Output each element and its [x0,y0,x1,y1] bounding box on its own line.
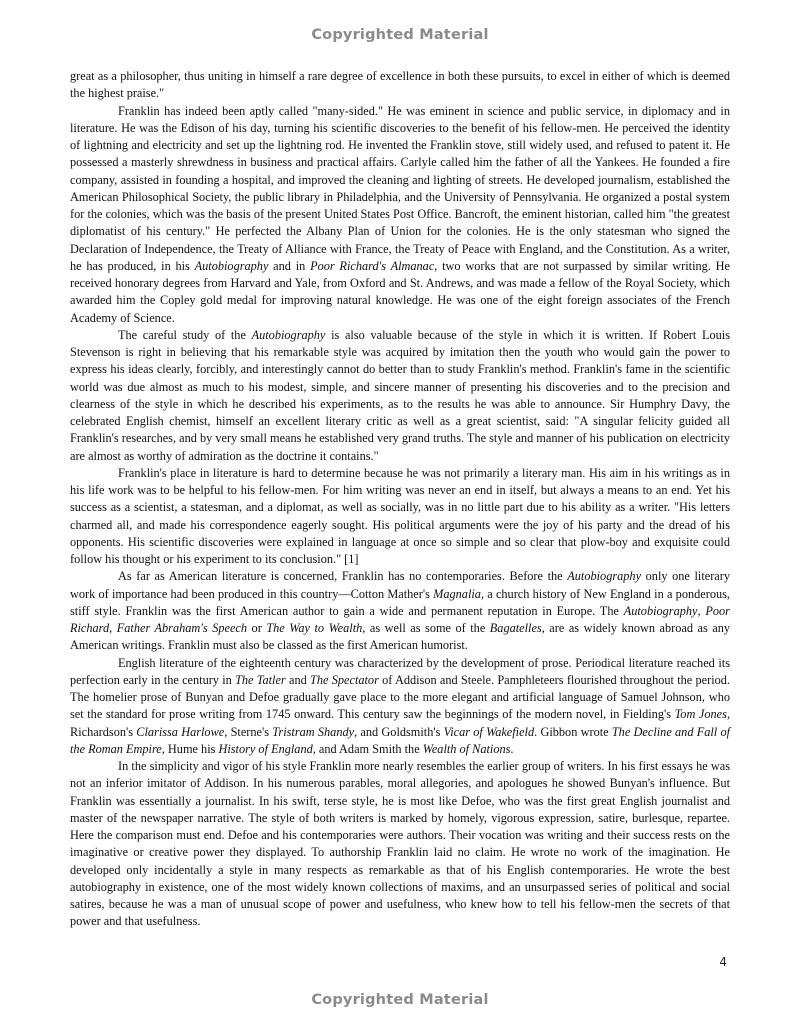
italic-title: Autobiography [567,569,642,584]
text-run: , [697,603,706,618]
text-run: , a church history of New England in a ponderous, stiff style. Franklin was the first American author to gain a wide and permanent reputation in Europe. The [70,586,730,618]
italic-title: Vicar of Wakefield [443,724,535,739]
text-run: Franklin's place in literature is hard to determine because he was not primarily a literary man. His aim in his writings as in his life work was to be helpful to his fellow-men. For him writing was never an end in itself, but always a means to an end. Yet his success as a scientist, a statesman, and a diplomat, as well as socially, was in no little part due to his ability as a writer. "His letters charmed all, and made his correspondence eagerly sought. His political arguments were the joy of his party and the dread of his opponents. His scientific discoveries were explained in language at once so simple and so clear that plow-boy and exquisite could follow his thought or his experiment to its conclusion." [1] [70,465,730,566]
text-run: In the simplicity and vigor of his style Franklin more nearly resembles the earlier group of writers. In his first essays he was not an inferior imitator of Addison. In his numerous parables, moral allegories, and apologues he showed Bunyan's influence. But Franklin was essentially a journalist. In his swift, terse style, he is most like Defoe, who was the first great English journalist and master of the newspaper narrative. The style of both writers is marked by homely, vigorous expression, satire, burlesque, repartee. Here the comparison must end. Defoe and his contemporaries were authors. Their vocation was writing and their success rests on the imaginative or creative power they displayed. To authorship Franklin laid no claim. He wrote no work of the imagination. He developed only incidentally a style in many respects as remarkable as that of his English contemporaries. He wrote the best autobiography in existence, one of the most widely known collections of maxims, and an unsurpassed series of political and social satires, because he was a man of unusual scope of power and usefulness, who knew how to tell his fellow-men the secrets of that power and that usefulness. [70,759,730,929]
paragraph-p3 [70,465,730,569]
text-run: is also valuable because of the style in which it is written. If Robert Louis Stevenson is right in believing that his remarkable style was acquired by imitation then the youth who would gain the power to express his ideas clearly, forcibly, and interestingly cannot do better than to study Franklin's method. Franklin's fame in the scientific world was due almost as much to his modest, simple, and sincere manner of presenting his discoveries and to the precision and clearness of the style in which he described his experiments, as to the results he was able to announce. Sir Humphry Davy, the celebrated English chemist, himself an excellent literary critic as well as a great scientist, said: "A singular felicity guided all Franklin's researches, and by very small means he established very grand truths. The style and manner of his publication on electricity are almost as worthy of admiration as the doctrine it contains." [70,327,731,463]
text-run: English literature of the eighteenth century was characterized by the development of prose. Periodical literature reached its perfection early in the century in [70,655,730,687]
watermark-top: Copyrighted Material [311,27,489,43]
text-run: , Hume his [161,741,219,756]
text-run: . [510,741,514,756]
italic-title: The Decline and Fall of the Roman Empire [70,724,731,756]
page-number: 4 [719,955,727,969]
body-text [70,68,730,931]
text-run: great as a philosopher, thus uniting in himself a rare degree of excellence in both these pursuits, to excel in either of which is deemed the highest praise." [70,69,730,101]
text-run: The careful study of the [118,327,252,342]
italic-title: Clarissa Harlowe [136,724,225,739]
paragraph-p6 [70,758,730,931]
text-run: , and Adam Smith the [312,741,423,756]
paragraph-p2 [70,327,730,465]
italic-title: The Way to Wealth [266,621,363,635]
italic-title: Father Abraham's Speech [116,621,248,635]
text-run: , are as widely known abroad as any American writings. Franklin must also be classed as the first American humorist. [70,621,731,653]
italic-title: Magnalia [433,586,481,601]
watermark-bottom: Copyrighted Material [311,992,489,1008]
italic-title: Autobiography [194,258,269,273]
text-run: . Gibbon wrote [534,724,612,739]
paragraph-p5 [70,655,730,759]
italic-title: History of England [218,741,313,756]
paragraph-p0 [70,68,730,103]
text-run: , and Goldsmith's [354,724,444,739]
text-run: As far as American literature is concerned, Franklin has no contemporaries. Before the [118,569,568,584]
italic-title: Bagatelles [489,621,542,635]
italic-title: Poor Richard [70,603,730,635]
text-run: , Richardson's [70,707,731,739]
italic-title: Tristram Shandy [272,724,355,739]
italic-title: Tom Jones [674,707,727,722]
italic-title: Autobiography [251,327,326,342]
text-run: Franklin has indeed been aptly called "many-sided." He was eminent in science and public service, in diplomacy and in literature. He was the Edison of his day, turning his scientific discoveries to the benefit of his fellow-men. He perceived the identity of lightning and electricity and set up the lightning rod. He invented the Franklin stove, still widely used, and refused to patent it. He possessed a masterly shrewdness in business and practical affairs. Carlyle called him the father of all the Yankees. He founded a fire company, assisted in founding a hospital, and improved the cleaning and lighting of streets. He developed journalism, established the American Philosophical Society, the public library in Philadelphia, and the University of Pennsylvania. He organized a postal system for the colonies, which was the basis of the present United States Post Office. Bancroft, the eminent historian, called him "the greatest diplomatist of his century." He perfected the Albany Plan of Union for the colonies. He is the only statesman who signed the Declaration of Independence, the Treaty of Alliance with France, the Treaty of Peace with England, and the Constitution. As a writer, he has produced, in his [70,103,730,273]
text-run: and [285,672,311,687]
italic-title: Autobiography [623,603,698,618]
text-run: , [109,621,117,635]
italic-title: The Spectator [310,672,379,687]
italic-title: The Tatler [235,672,286,687]
text-run: of Addison and Steele. Pamphleteers flourished throughout the period. The homelier prose of Bunyan and Defoe gradually gave place to the more elegant and artificial language of Samuel Johnson, who set the standard for prose writing from 1745 onward. This century saw the beginnings of the modern novel, in Fielding's [70,672,730,722]
text-run: and in [268,258,311,273]
text-run: , Sterne's [224,724,273,739]
text-run: or [247,621,267,635]
text-run: , as well as some of the [362,621,490,635]
italic-title: Poor Richard's Almanac [310,258,435,273]
paragraph-p4 [70,568,730,654]
paragraph-p1 [70,103,730,327]
italic-title: Wealth of Nations [422,741,511,756]
text-run: only one literary work of importance had been produced in this country—Cotton Mather's [70,569,730,601]
text-run: , two works that are not surpassed by similar writing. He received honorary degrees from Harvard and Yale, from Oxford and St. Andrews, and was made a fellow of the Royal Society, which awarded him the Copley gold medal for improving natural knowledge. He was one of the eight foreign associates of the French Academy of Science. [70,258,730,325]
